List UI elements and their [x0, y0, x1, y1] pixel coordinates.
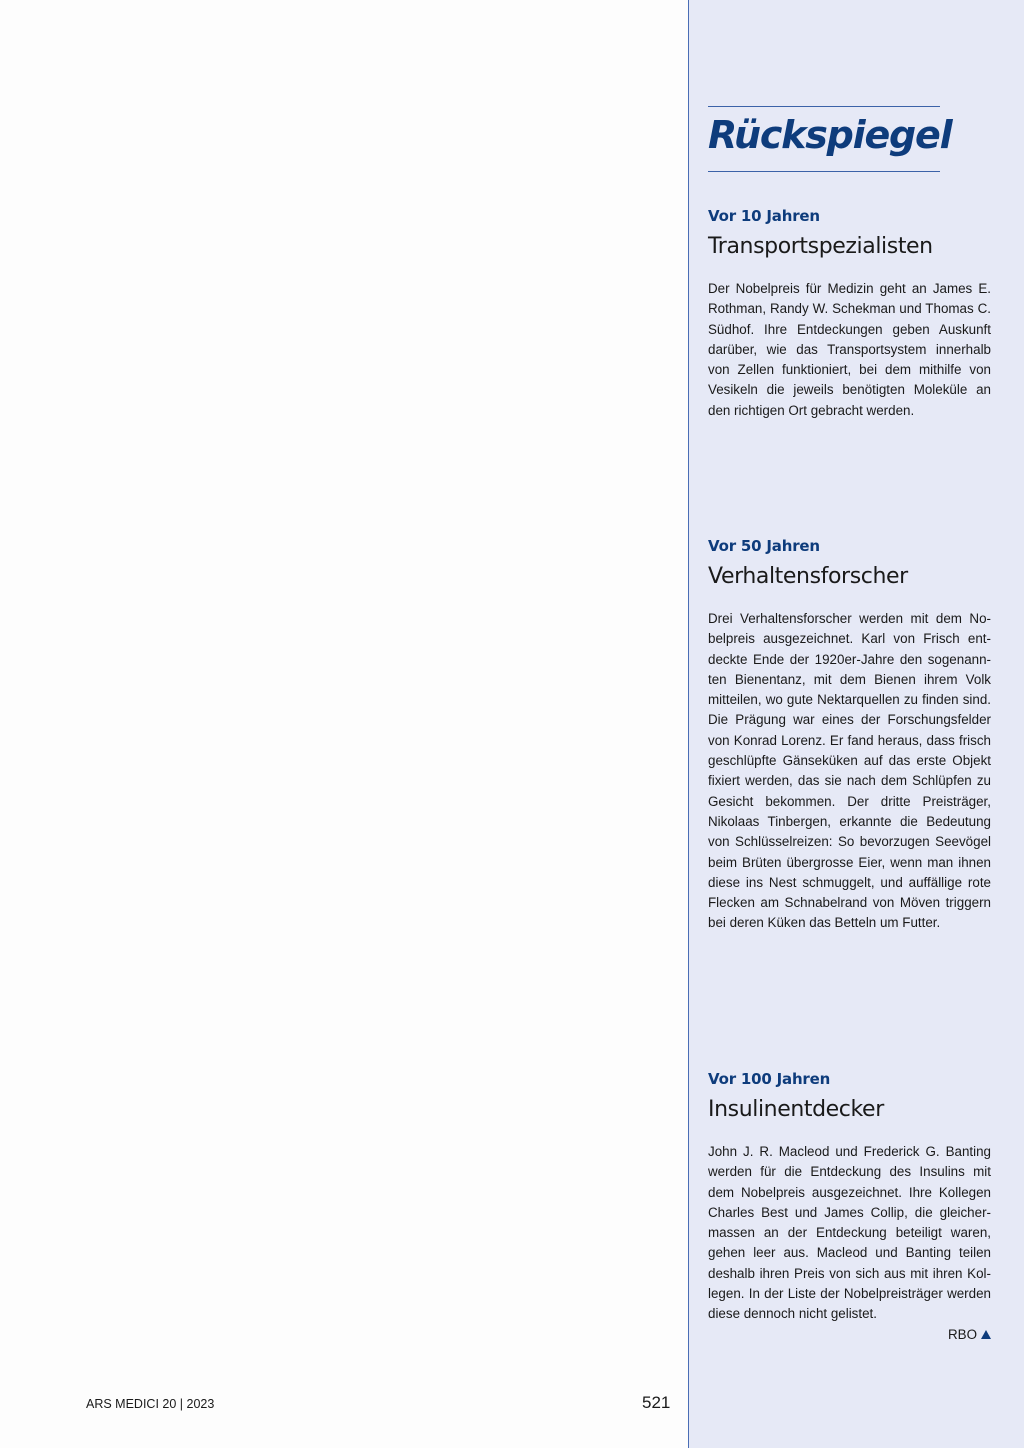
section-kicker: Vor 100 Jahren	[708, 1070, 831, 1088]
triangle-up-icon	[981, 1330, 991, 1339]
section-50-years	[708, 537, 991, 934]
section-body: John J. R. Macleod und Frederick G. Banting werden für die Entdeckung des Insulins mit dem Nobelpreis ausgezeichnet. Ihre Kollegen Charles Best und James Collip, die gleichermassen an der Entdeckung beteiligt waren, gehen leer aus. Macleod und Banting teilen deshalb ihren Preis von sich aus mit ihren Kollegen. In der Liste der Nobelpreisträger werden diese dennoch nicht gelistet.	[708, 1144, 991, 1322]
section-heading: Verhaltensforscher	[708, 564, 908, 589]
title-block	[708, 106, 952, 172]
sidebar-title: Rückspiegel	[708, 113, 952, 157]
page-number: 521	[642, 1393, 671, 1412]
section-kicker: Vor 10 Jahren	[708, 207, 820, 225]
section-body: Drei Verhaltensforscher werden mit dem Nobelpreis ausgezeichnet. Karl von Frisch entdeckte Ende der 1920er-Jahre den sogenannten Bienentanz, mit dem Bienen ihrem Volk mitteilen, wo gute Nektarquellen zu finden sind. Die Prägung war eines der Forschungsfelder von Konrad Lorenz. Er fand heraus, dass frisch geschlüpfte Gänseküken auf das erste Objekt fixiert werden, das sie nach dem Schlüpfen zu Gesicht bekommen. Der dritte Preisträger, Nikolaas Tinbergen, erkannte die Bedeutung von Schlüsselreizen: So bevorzugen Seevögel beim Brüten übergrosse Eier, wenn man ihnen diese ins Nest schmuggelt, und auffällige rote Flecken am Schnabelrand von Möven triggern bei deren Küken das Betteln um Futter.	[708, 611, 991, 931]
rueckspiegel-sidebar	[688, 0, 1024, 1448]
section-body: Der Nobelpreis für Medizin geht an James E. Rothman, Randy W. Schekman und Thomas C. Südhof. Ihre Entdeckungen geben Auskunft darüber, wie das Transportsystem innerhalb von Zellen funktioniert, bei dem mithilfe von Vesikeln die jeweils benötigten Moleküle an den richtigen Ort gebracht werden.	[708, 281, 991, 418]
journal-issue: ARS MEDICI 20 | 2023	[86, 1397, 215, 1411]
section-10-years	[708, 207, 991, 421]
author-signature	[708, 1325, 991, 1345]
section-kicker: Vor 50 Jahren	[708, 537, 820, 555]
signature-text: RBO	[947, 1326, 977, 1342]
section-heading: Insulinentdecker	[708, 1097, 884, 1122]
section-100-years	[708, 1070, 991, 1345]
section-heading: Transportspezialisten	[708, 234, 933, 259]
